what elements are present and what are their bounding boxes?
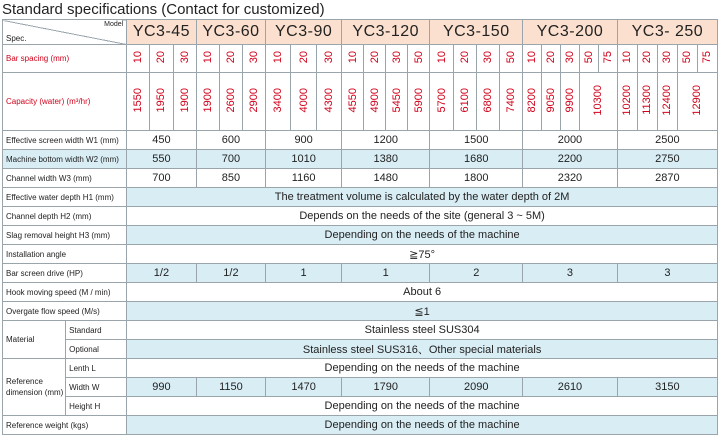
w1-value: 2000 [523, 131, 618, 150]
w3-row [3, 169, 718, 188]
material-optional-label: Optional [66, 340, 127, 359]
bar-spacing-value: 20 [155, 50, 168, 64]
drive-value: 3 [617, 264, 717, 283]
w2-value: 700 [196, 150, 266, 169]
bar-spacing-value: 30 [563, 50, 576, 64]
model-yc3-200: YC3-200 [523, 20, 618, 45]
w1-value: 1200 [342, 131, 430, 150]
dimension-width-value: 990 [127, 378, 197, 397]
drive-value: 2 [430, 264, 523, 283]
capacity-value: 4900 [368, 87, 381, 113]
spec-label: Spec. [6, 34, 27, 43]
dimension-width-label: Width W [66, 378, 127, 397]
bar-spacing-value: 20 [368, 50, 381, 64]
w3-value: 2870 [617, 169, 717, 188]
drive-value: 1 [266, 264, 342, 283]
drive-row [3, 264, 718, 283]
w2-value: 2750 [617, 150, 717, 169]
w3-value: 700 [127, 169, 197, 188]
hook-row [3, 283, 718, 302]
bar-spacing-value: 10 [272, 50, 285, 64]
bar-spacing-value: 50 [681, 50, 694, 64]
w1-value: 450 [127, 131, 197, 150]
capacity-value: 11300 [641, 85, 654, 115]
w3-label: Channel width W3 (mm) [3, 169, 127, 188]
bar-spacing-value: 30 [390, 50, 403, 64]
w2-label: Machine bottom width W2 (mm) [3, 150, 127, 169]
w2-value: 2200 [523, 150, 618, 169]
spec-model-corner [3, 20, 127, 45]
bar-spacing-value: 50 [412, 50, 425, 64]
drive-value: 1/2 [196, 264, 266, 283]
capacity-value: 10300 [592, 84, 605, 116]
bar-spacing-value: 30 [178, 50, 191, 64]
dimension-height-row [3, 397, 718, 416]
w3-value: 1800 [430, 169, 523, 188]
dimension-width-value: 1790 [342, 378, 430, 397]
model-yc3-250: YC3- 250 [617, 20, 717, 45]
dimension-width-value: 3150 [617, 378, 717, 397]
w1-value: 900 [266, 131, 342, 150]
h3-label: Slag removal height H3 (mm) [3, 226, 127, 245]
h2-value: Depends on the needs of the site (general 3 ~ 5M) [127, 207, 718, 226]
material-optional-row [3, 340, 718, 359]
model-yc3-90: YC3-90 [266, 20, 342, 45]
capacity-value: 12400 [661, 84, 674, 116]
h1-value: The treatment volume is calculated by the water depth of 2M [127, 188, 718, 207]
dimension-width-value: 2610 [523, 378, 618, 397]
h3-row [3, 226, 718, 245]
bar-spacing-value: 10 [435, 50, 448, 64]
bar-spacing-value: 20 [545, 50, 558, 64]
model-yc3-45: YC3-45 [127, 20, 197, 45]
capacity-value: 8200 [526, 87, 539, 113]
capacity-value: 5450 [390, 87, 403, 113]
w2-value: 1680 [430, 150, 523, 169]
bar-spacing-value: 50 [582, 50, 595, 64]
dimension-width-row [3, 378, 718, 397]
w2-value: 550 [127, 150, 197, 169]
w1-value: 600 [196, 131, 266, 150]
w3-value: 1160 [266, 169, 342, 188]
bar-spacing-value: 10 [201, 50, 214, 64]
bar-spacing-value: 10 [346, 50, 359, 64]
w2-value: 1010 [266, 150, 342, 169]
dimension-label: Reference dimension (mm) [3, 359, 66, 416]
hook-label: Hook moving speed (M / min) [3, 283, 127, 302]
bar-spacing-value: 10 [526, 50, 539, 64]
bar-spacing-value: 30 [322, 50, 335, 64]
drive-value: 3 [523, 264, 618, 283]
dimension-length-value: Depending on the needs of the machine [127, 359, 718, 378]
capacity-value: 1550 [132, 87, 145, 113]
w3-value: 1480 [342, 169, 430, 188]
h1-label: Effective water depth H1 (mm) [3, 188, 127, 207]
capacity-value: 9900 [563, 87, 576, 113]
capacity-value: 12900 [691, 84, 704, 116]
dimension-height-label: Height H [66, 397, 127, 416]
dimension-width-value: 1150 [196, 378, 266, 397]
material-optional-value: Stainless steel SUS316、Other special materials [127, 340, 718, 359]
bar-spacing-value: 10 [621, 50, 634, 64]
capacity-value: 5700 [435, 87, 448, 113]
weight-label: Reference weight (kgs) [3, 416, 127, 435]
capacity-value: 4550 [346, 87, 359, 113]
drive-label: Bar screen drive (HP) [3, 264, 127, 283]
page-title: Standard specifications (Contact for customized) [2, 1, 325, 18]
model-yc3-150: YC3-150 [430, 20, 523, 45]
dimension-width-value: 2090 [430, 378, 523, 397]
capacity-value: 10200 [621, 84, 634, 116]
overgate-label: Overgate flow speed (M/s) [3, 302, 127, 321]
h2-row [3, 207, 718, 226]
w1-value: 1500 [430, 131, 523, 150]
bar-spacing-value: 75 [701, 50, 714, 64]
capacity-label: Capacity (water) (m³/hr) [3, 73, 127, 131]
model-row [3, 20, 718, 45]
model-label: Model [104, 21, 124, 28]
bar-spacing-row [3, 45, 718, 73]
capacity-value: 1900 [201, 87, 214, 113]
capacity-value: 4300 [322, 87, 335, 113]
h2-label: Channel depth H2 (mm) [3, 207, 127, 226]
capacity-value: 1900 [178, 87, 191, 113]
overgate-value: ≦1 [127, 302, 718, 321]
dimension-width-value: 1470 [266, 378, 342, 397]
capacity-value: 4000 [297, 87, 310, 113]
material-label: Material [3, 321, 66, 359]
angle-row [3, 245, 718, 264]
spec-table [2, 19, 718, 435]
weight-value: Depending on the needs of the machine [127, 416, 718, 435]
bar-spacing-value: 20 [641, 50, 654, 64]
angle-value: ≧75° [127, 245, 718, 264]
capacity-value: 7400 [505, 87, 518, 113]
capacity-value: 9050 [545, 87, 558, 113]
hook-value: About 6 [127, 283, 718, 302]
bar-spacing-value: 30 [661, 50, 674, 64]
bar-spacing-value: 30 [248, 50, 261, 64]
capacity-value: 2900 [248, 87, 261, 113]
bar-spacing-value: 20 [224, 50, 237, 64]
bar-spacing-value: 75 [601, 50, 614, 64]
capacity-value: 1950 [155, 87, 168, 113]
dimension-height-value: Depending on the needs of the machine [127, 397, 718, 416]
overgate-row [3, 302, 718, 321]
h1-row [3, 188, 718, 207]
w1-label: Effective screen width W1 (mm) [3, 131, 127, 150]
w1-value: 2500 [617, 131, 717, 150]
capacity-value: 6800 [481, 87, 494, 113]
model-yc3-60: YC3-60 [196, 20, 266, 45]
material-standard-label: Standard [66, 321, 127, 340]
dimension-length-label: Lenth L [66, 359, 127, 378]
bar-spacing-label: Bar spacing (mm) [3, 45, 127, 73]
weight-row [3, 416, 718, 435]
h3-value: Depending on the needs of the machine [127, 226, 718, 245]
capacity-value: 5900 [412, 87, 425, 113]
dimension-length-row [3, 359, 718, 378]
drive-value: 1 [342, 264, 430, 283]
capacity-value: 6100 [458, 87, 471, 113]
w1-row [3, 131, 718, 150]
bar-spacing-value: 20 [297, 50, 310, 64]
bar-spacing-value: 20 [458, 50, 471, 64]
material-standard-row [3, 321, 718, 340]
w2-value: 1380 [342, 150, 430, 169]
bar-spacing-value: 30 [481, 50, 494, 64]
capacity-row [3, 73, 718, 131]
bar-spacing-value: 10 [132, 50, 145, 64]
material-standard-value: Stainless steel SUS304 [127, 321, 718, 340]
bar-spacing-value: 50 [505, 50, 518, 64]
capacity-value: 2600 [224, 87, 237, 113]
w3-value: 2320 [523, 169, 618, 188]
model-yc3-120: YC3-120 [342, 20, 430, 45]
drive-value: 1/2 [127, 264, 197, 283]
capacity-value: 3400 [272, 87, 285, 113]
w3-value: 850 [196, 169, 266, 188]
w2-row [3, 150, 718, 169]
angle-label: Installation angle [3, 245, 127, 264]
